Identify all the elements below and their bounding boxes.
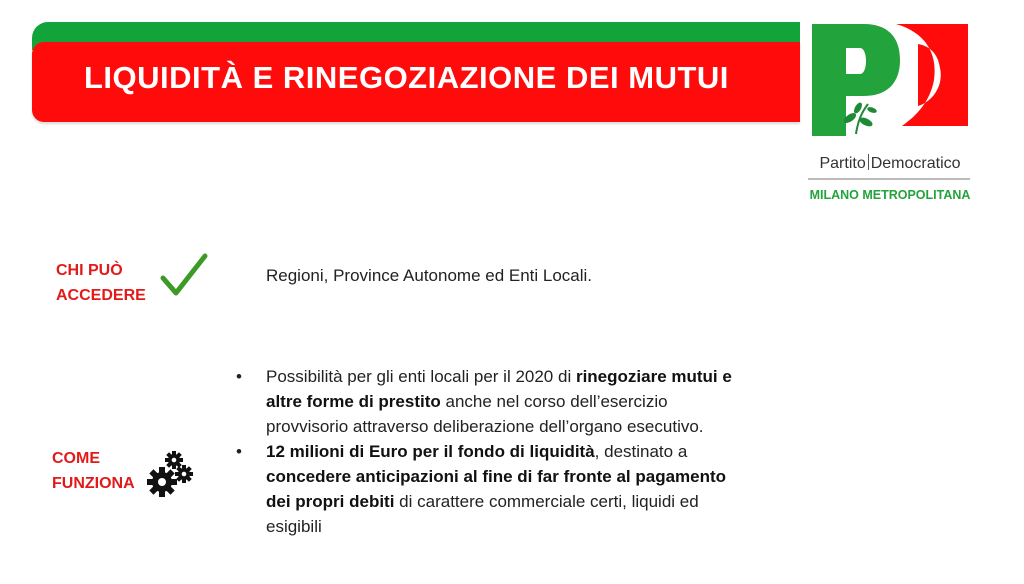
- how-label: [52, 446, 135, 496]
- how-label-line2: FUNZIONA: [52, 475, 135, 492]
- how-bullet-list: [234, 364, 744, 539]
- pd-logo: [806, 20, 974, 202]
- bullet1-text: Possibilità per gli enti locali per il 2020 di: [266, 367, 576, 386]
- pd-logo-mark: [806, 20, 974, 152]
- how-label-line1: COME: [52, 450, 100, 467]
- bullet1-bold: rinegoziare mutui e altre forme di prestito: [266, 367, 732, 411]
- logo-name-right: Democratico: [870, 155, 961, 172]
- gears-icon: [146, 448, 196, 498]
- bullet2-text: , destinato a: [594, 442, 688, 461]
- access-text: Regioni, Province Autonome ed Enti Locali.: [266, 266, 593, 285]
- list-item: [234, 439, 744, 539]
- access-label-line1: CHI PUÒ: [56, 262, 123, 279]
- checkmark-icon: [160, 252, 208, 298]
- logo-name: [806, 154, 974, 173]
- bullet2-text-end: di carattere commerciale certi, liquidi ed esigibili: [266, 492, 699, 536]
- bullet2-bold-2: concedere anticipazioni al fine di far fronte al pagamento dei propri debiti: [266, 467, 727, 511]
- page-title: LIQUIDITÀ E RINEGOZIAZIONE DEI MUTUI: [84, 60, 729, 95]
- access-label-line2: ACCEDERE: [56, 287, 146, 304]
- bullet1-text-end: anche nel corso dell’esercizio provvisorio attraverso deliberazione dell’organo esecutivo.: [266, 392, 704, 436]
- logo-subtitle: MILANO METROPOLITANA: [809, 188, 971, 202]
- bullet2-bold: 12 milioni di Euro per il fondo di liquidità: [266, 442, 595, 461]
- logo-name-left: Partito: [819, 155, 866, 172]
- logo-divider: [808, 178, 970, 180]
- access-label: [56, 258, 146, 308]
- list-item: [234, 364, 744, 439]
